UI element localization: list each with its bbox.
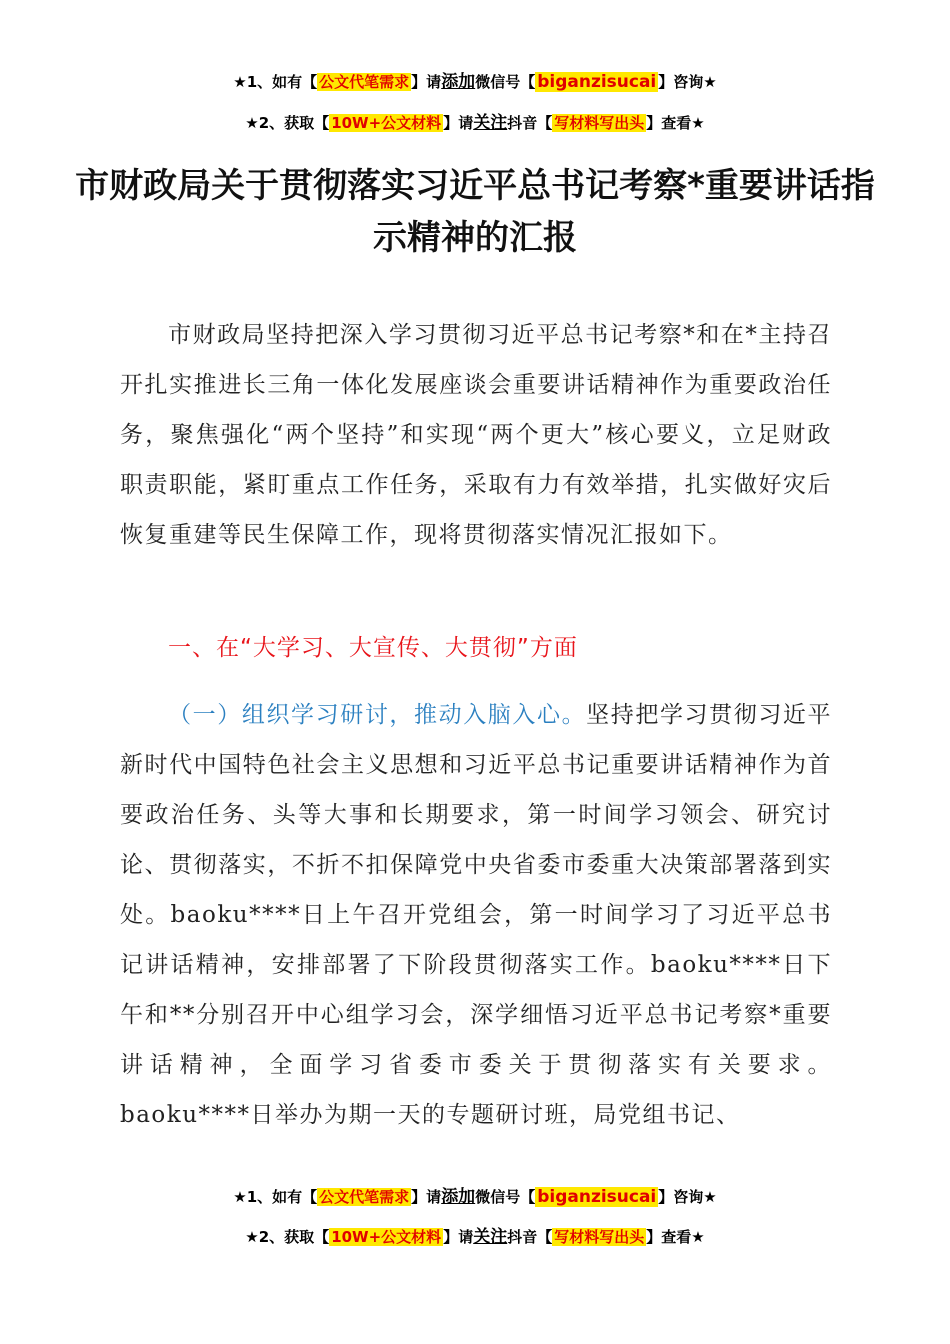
- banner-text: 】咨询★: [658, 1188, 717, 1206]
- top-banner-line-1: [0, 71, 950, 93]
- highlight-service: 公文代笔需求: [319, 73, 410, 91]
- sub-heading: （一）组织学习研讨，推动入脑入心。: [168, 702, 587, 728]
- highlight-douyin: 写材料写出头: [554, 1228, 645, 1246]
- underline-follow: 关注: [473, 1227, 508, 1247]
- banner-text: 】咨询★: [658, 73, 717, 91]
- highlight-materials: 10W+公文材料: [331, 1228, 442, 1246]
- banner-text: 微信号【: [475, 73, 536, 91]
- section-heading: 一、在“大学习、大宣传、大贯彻”方面: [168, 635, 578, 661]
- bottom-banner-line-1: [0, 1186, 950, 1208]
- banner-text: 】请: [443, 1228, 474, 1246]
- banner-text: 抖音【: [507, 1228, 553, 1246]
- bottom-banner-line-2: [0, 1226, 950, 1248]
- highlight-wechat-id: biganzisucai: [537, 1187, 657, 1207]
- section-body-text: 坚持把学习贯彻习近平新时代中国特色社会主义思想和习近平总书记重要讲话精神作为首要政治任务、头等大事和长期要求，第一时间学习领会、研究讨论、贯彻落实，不折不扣保障党中央省委市委重大决策部署落到实处。baoku****日上午召开党组会，第一时间学习了习近平总书记讲话精神，安排部署了下阶段贯彻落实工作。baoku****日下午和**分别召开中心组学习会，深学细悟习近平总书记考察*重要讲话精神，全面学习省委市委关于贯彻落实有关要求。baoku****日举办为期一天的专题研讨班，局党组书记、: [120, 702, 833, 1128]
- intro-paragraph: [120, 310, 832, 560]
- banner-text: 】请: [443, 114, 474, 132]
- underline-add: 添加: [441, 1187, 476, 1207]
- banner-text: ★1、如有【: [233, 73, 318, 91]
- banner-text: 】查看★: [646, 114, 705, 132]
- highlight-materials: 10W+公文材料: [331, 114, 442, 132]
- intro-text: 市财政局坚持把深入学习贯彻习近平总书记考察*和在*主持召开扎实推进长三角一体化发展座谈会重要讲话精神作为重要政治任务，聚焦强化“两个坚持”和实现“两个更大”核心要义，立足财政职责职能，紧盯重点工作任务，采取有力有效举措，扎实做好灾后恢复重建等民生保障工作，现将贯彻落实情况汇报如下。: [120, 322, 832, 548]
- document-title: 市财政局关于贯彻落实习近平总书记考察*重要讲话指示精神的汇报: [75, 166, 875, 258]
- banner-text: 微信号【: [475, 1188, 536, 1206]
- banner-text: 】请: [411, 73, 442, 91]
- underline-follow: 关注: [473, 113, 508, 133]
- banner-text: 抖音【: [507, 114, 553, 132]
- banner-text: 】查看★: [646, 1228, 705, 1246]
- highlight-wechat-id: biganzisucai: [537, 72, 657, 92]
- banner-text: ★2、获取【: [245, 114, 330, 132]
- top-banner-line-2: [0, 112, 950, 134]
- underline-add: 添加: [441, 72, 476, 92]
- highlight-douyin: 写材料写出头: [554, 114, 645, 132]
- section-paragraph: [120, 690, 832, 1140]
- highlight-service: 公文代笔需求: [319, 1188, 410, 1206]
- banner-text: 】请: [411, 1188, 442, 1206]
- banner-text: ★1、如有【: [233, 1188, 318, 1206]
- banner-text: ★2、获取【: [245, 1228, 330, 1246]
